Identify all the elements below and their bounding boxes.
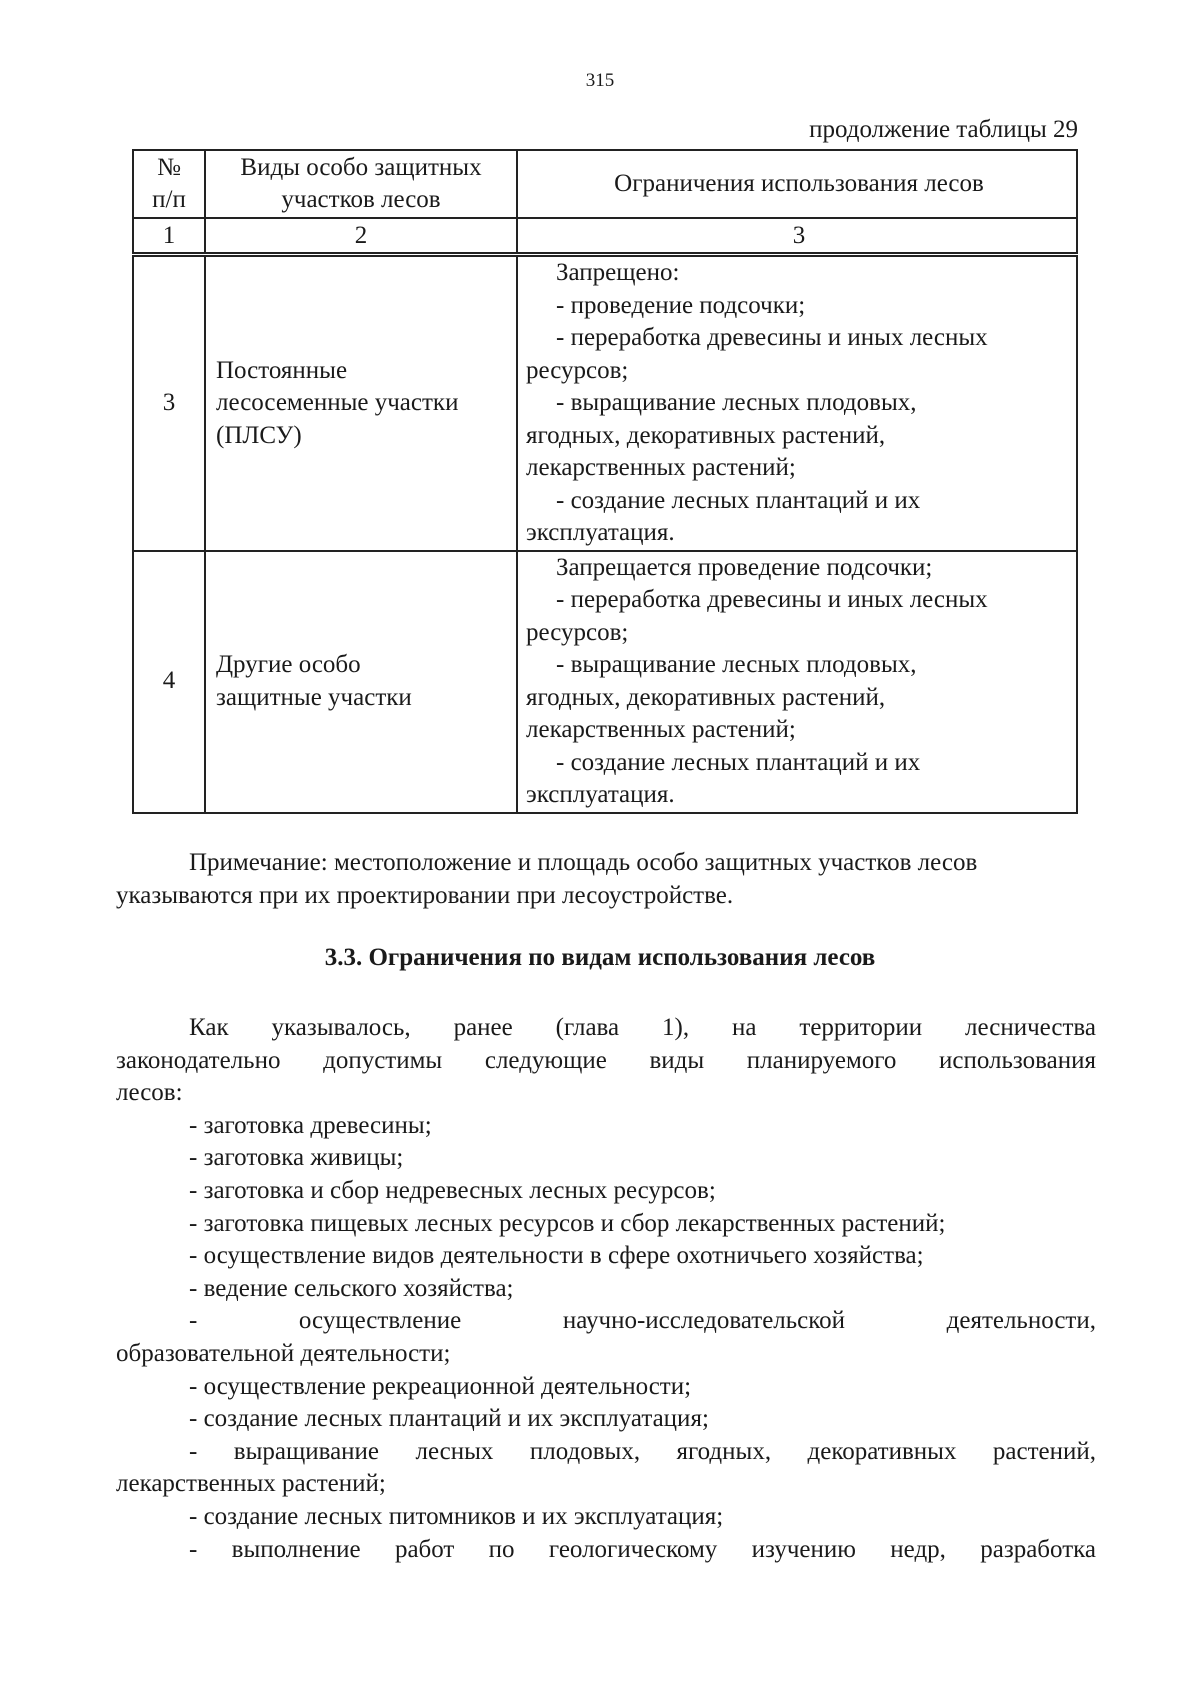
row-number: 3 (133, 255, 205, 551)
column-number: 3 (517, 218, 1077, 255)
list-item: - выполнение работ по геологическому изучению недр, разработка (189, 1535, 1096, 1563)
table-row (133, 255, 1077, 551)
page-number: 315 (585, 70, 615, 91)
list-item: - заготовка и сбор недревесных лесных ресурсов; (189, 1176, 716, 1204)
list-item: - осуществление научно-исследовательской деятельности, (189, 1307, 1096, 1335)
table-header-row (133, 150, 1077, 218)
list-item: - заготовка древесины; (189, 1111, 432, 1139)
note-line: Примечание: местоположение и площадь особо защитных участков лесов (189, 849, 978, 876)
note-line: указываются при их проектировании при лесоустройстве. (116, 882, 734, 909)
intro-line: законодательно допустимы следующие виды планируемого использования (116, 1046, 1096, 1074)
restriction-line: лекарственных растений; (526, 454, 796, 481)
table-row (133, 551, 1077, 813)
list-item: - осуществление рекреационной деятельности; (189, 1372, 692, 1400)
restriction-line: ресурсов; (526, 618, 629, 646)
list-item: - заготовка пищевых лесных ресурсов и сбор лекарственных растений; (189, 1209, 946, 1237)
list-item: - ведение сельского хозяйства; (189, 1274, 514, 1302)
restriction-line: - проведение подсочки; (556, 291, 806, 319)
intro-line: Как указывалось, ранее (глава 1), на территории лесничества (189, 1014, 1096, 1041)
section-title: 3.3. Ограничения по видам использования лесов (324, 944, 876, 971)
restrictions-cell (517, 551, 1077, 813)
area-type (205, 255, 517, 551)
intro-line: лесов: (116, 1079, 183, 1107)
area-type-line: (ПЛСУ) (216, 421, 302, 449)
area-type-line: Другие особо (216, 651, 361, 678)
list-item: - заготовка живицы; (189, 1144, 404, 1172)
restriction-line: - создание лесных плантаций и их (556, 486, 921, 514)
list-item: - осуществление видов деятельности в сфере охотничьего хозяйства; (189, 1242, 924, 1270)
header-area-type (205, 150, 517, 218)
restriction-line: ресурсов; (526, 356, 629, 384)
list-item-continuation: образовательной деятельности; (116, 1339, 451, 1367)
area-type (205, 551, 517, 813)
restriction-line: - переработка древесины и иных лесных (556, 586, 988, 613)
area-type-line: Постоянные (216, 356, 348, 384)
list-item: - создание лесных плантаций и их эксплуатация; (189, 1405, 709, 1433)
restriction-line: ягодных, декоративных растений, (526, 421, 886, 449)
section-body (116, 1012, 1096, 1566)
column-number: 2 (205, 218, 517, 255)
restriction-line: Запрещено: (556, 259, 680, 286)
area-type-line: защитные участки (216, 683, 412, 711)
header-number-line: п/п (152, 186, 186, 213)
list-item-continuation: лекарственных растений; (116, 1470, 386, 1498)
restriction-line: эксплуатация. (526, 781, 675, 808)
restriction-line: - выращивание лесных плодовых, (556, 389, 917, 416)
list-item: - выращивание лесных плодовых, ягодных, декоративных растений, (189, 1437, 1096, 1465)
table-note (116, 846, 1096, 912)
column-number: 1 (133, 218, 205, 255)
header-number (133, 150, 205, 218)
list-item: - создание лесных питомников и их эксплуатация; (189, 1502, 724, 1530)
header-number-line: № (157, 153, 181, 181)
restrictions-cell (517, 255, 1077, 551)
column-number-row (133, 218, 1077, 255)
table-continuation-label: продолжение таблицы 29 (809, 116, 1078, 143)
header-restrictions: Ограничения использования лесов (517, 150, 1077, 218)
restriction-line: - переработка древесины и иных лесных (556, 324, 988, 351)
restriction-line: - создание лесных плантаций и их (556, 748, 921, 776)
row-number: 4 (133, 551, 205, 813)
area-type-line: лесосеменные участки (216, 389, 459, 416)
restriction-line: - выращивание лесных плодовых, (556, 651, 917, 678)
restriction-line: Запрещается проведение подсочки; (556, 553, 933, 581)
restrictions-table (132, 149, 1078, 814)
restriction-line: лекарственных растений; (526, 716, 796, 743)
restriction-line: ягодных, декоративных растений, (526, 683, 886, 711)
header-area-type-line: участков лесов (281, 186, 441, 213)
header-area-type-line: Виды особо защитных (240, 153, 482, 181)
restriction-line: эксплуатация. (526, 519, 675, 546)
